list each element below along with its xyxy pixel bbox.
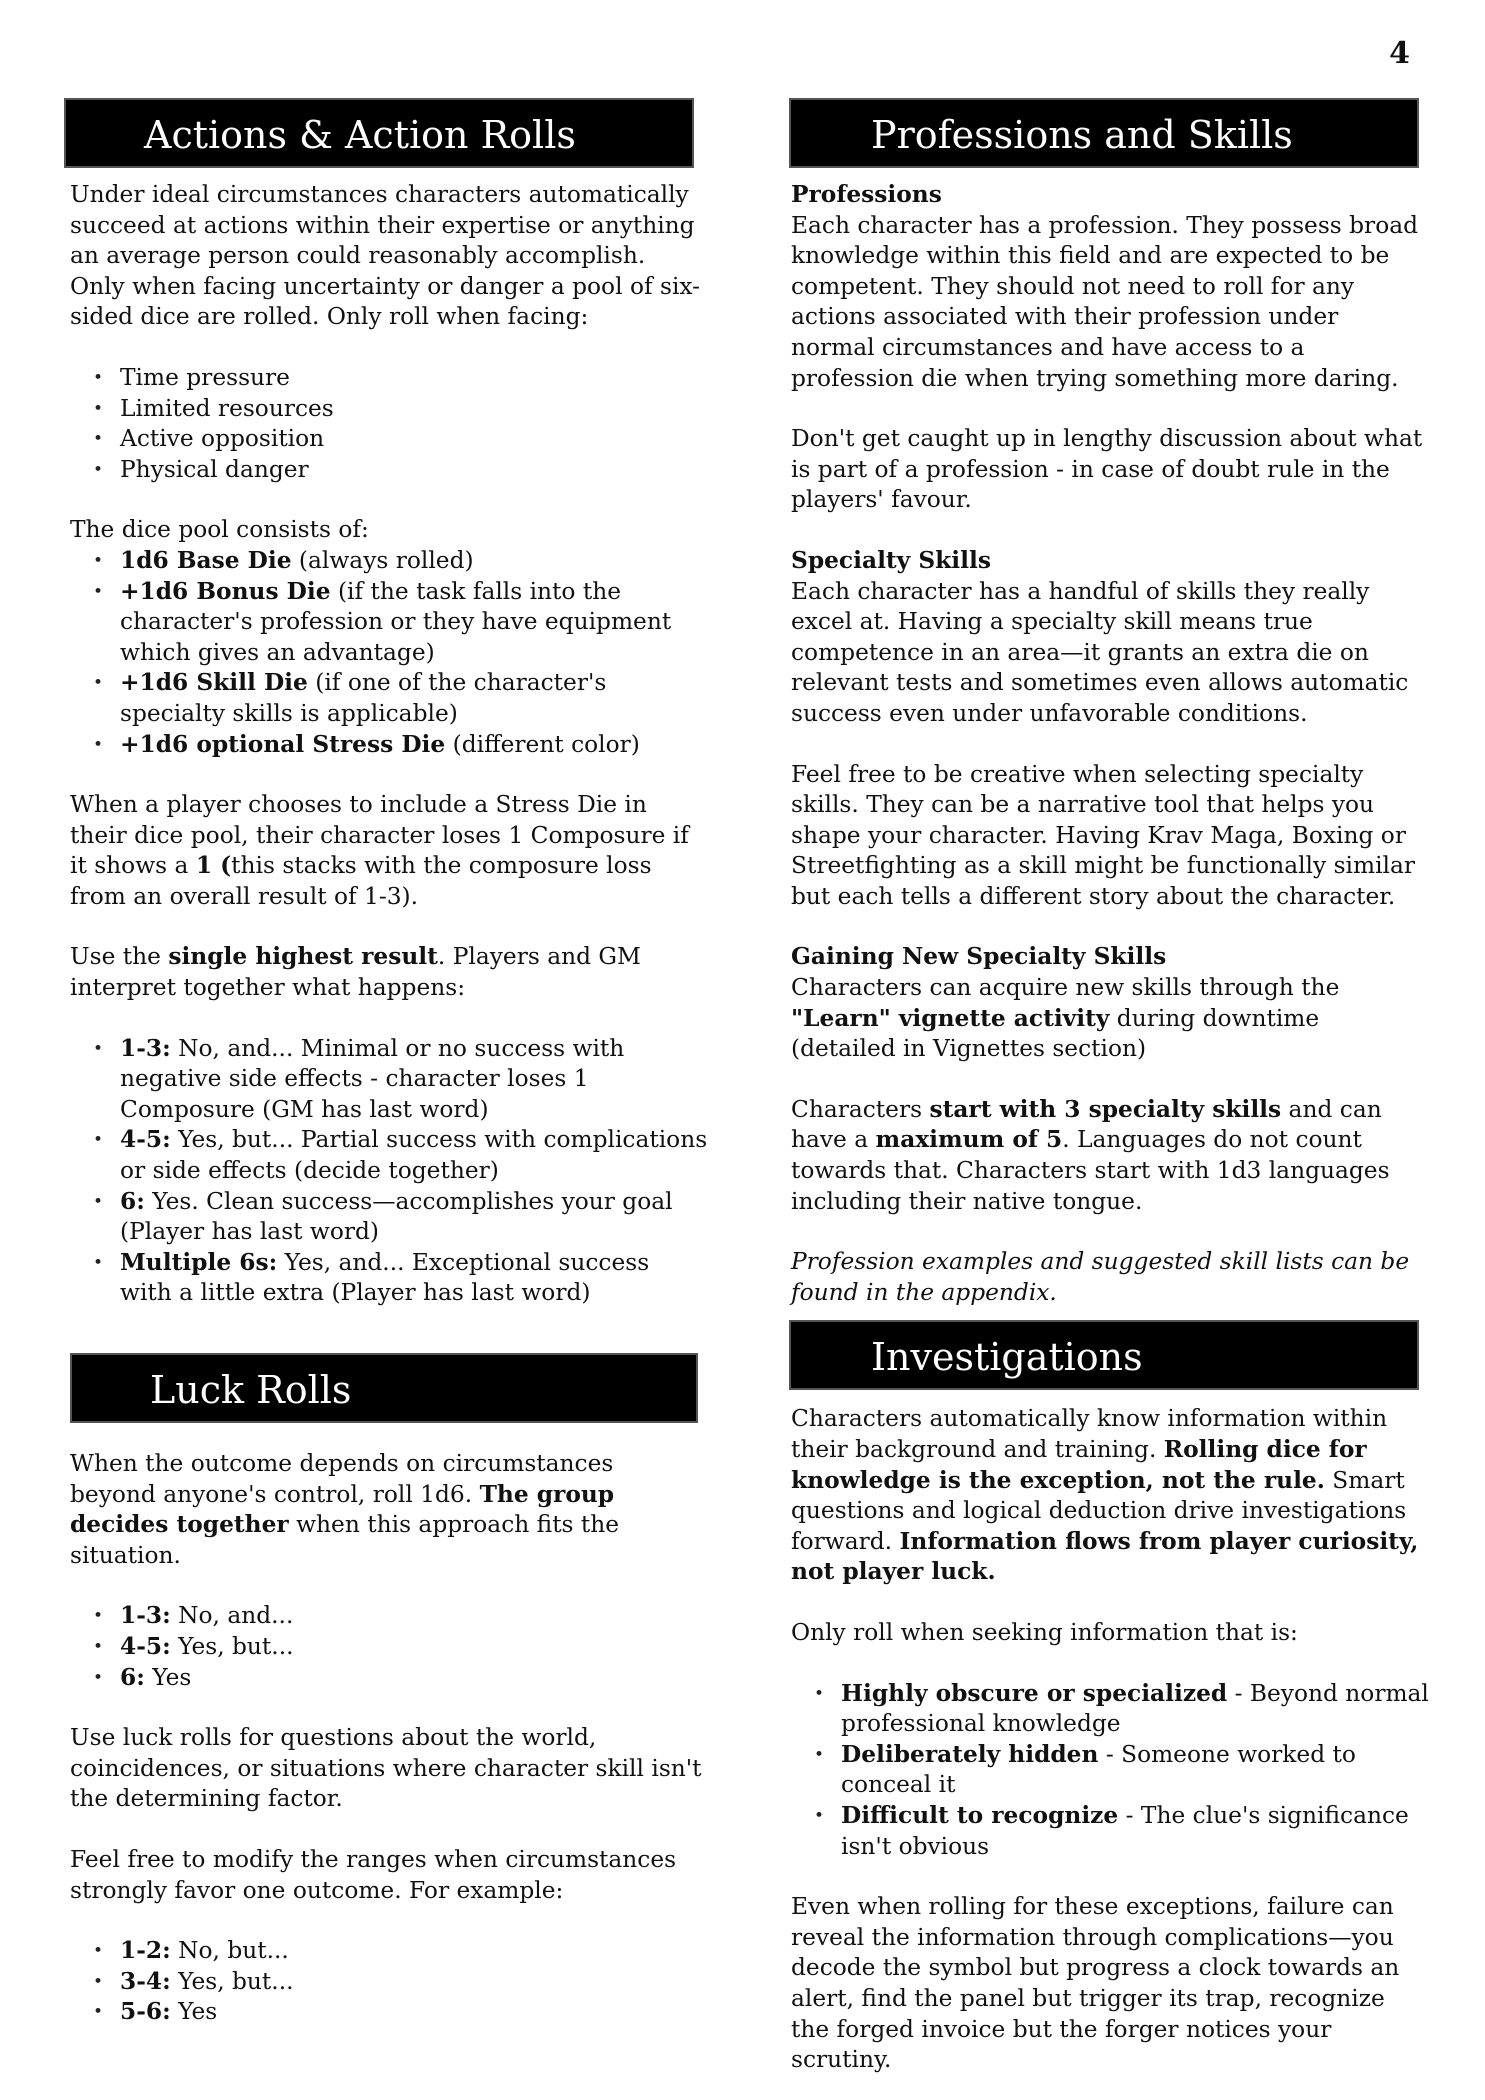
roll-conditions-list bbox=[68, 363, 708, 485]
professions-text: Each character has a profession. They possess broad knowledge within this field and are expected to be competent. They should not need to roll for any actions associated with their profession under normal circumstances and have access to a profession die when trying something more daring. bbox=[791, 211, 1419, 392]
list-item: • Difficult to recognize - The clue's significance isn't obvious bbox=[841, 1801, 1429, 1862]
list-item: • 4-5: Yes, but... Partial success with complications or side effects (decide together) bbox=[120, 1125, 708, 1186]
list-item: • 5-6: Yes bbox=[120, 1997, 708, 2028]
professions-heading: Professions and Skills bbox=[789, 98, 1419, 168]
starting-skills-text: Characters start with 3 specialty skills and can have a maximum of 5. Languages do not count towards that. Characters start with 1d3 languages including their native tongue. bbox=[791, 1095, 1390, 1215]
luck-results-list bbox=[68, 1601, 708, 1693]
left-column bbox=[68, 98, 708, 2028]
list-item: • 6: Yes. Clean success—accomplishes your goal (Player has last word) bbox=[120, 1187, 708, 1248]
professions-doubt: Don't get caught up in lengthy discussion about what is part of a profession - in case of doubt rule in the players' favour. bbox=[791, 425, 1423, 514]
gaining-skills-text: Characters can acquire new skills through the "Learn" vignette activity during downtime (detailed in Vignettes section) bbox=[791, 974, 1340, 1063]
list-item: • 6: Yes bbox=[120, 1663, 708, 1694]
list-item: • Multiple 6s: Yes, and... Exceptional success with a little extra (Player has last word) bbox=[120, 1248, 708, 1309]
list-item: • Limited resources bbox=[120, 394, 708, 425]
investigations-closing: Even when rolling for these exceptions, failure can reveal the information through complications—you decode the symbol but progress a clock towards an alert, find the panel but trigger its trap, recognize the forged invoice but the forger notices your scrutiny. bbox=[791, 1893, 1400, 2074]
investigation-cases-list bbox=[789, 1679, 1429, 1863]
right-column bbox=[789, 98, 1429, 2076]
luck-example-list bbox=[68, 1936, 708, 2028]
stress-die-rule: When a player chooses to include a Stress Die in their dice pool, their character loses 1 Composure if it shows a 1 (this stacks with the composure loss from an overall result of 1-3). bbox=[70, 791, 689, 910]
professions-subheading: Professions bbox=[791, 181, 942, 208]
investigations-intro: Characters automatically know information within their background and training. Rolling dice for knowledge is the exception, not the rule. Smart questions and logical deduction drive investigations forward. Information flows from player curiosity, not player luck. bbox=[791, 1405, 1419, 1586]
luck-modify: Feel free to modify the ranges when circumstances strongly favor one outcome. For example: bbox=[70, 1845, 677, 1904]
luck-usage: Use luck rolls for questions about the world, coincidences, or situations where character skill isn't the determining factor. bbox=[70, 1724, 702, 1813]
dice-pool-intro: The dice pool consists of: bbox=[70, 516, 369, 544]
list-item: • +1d6 optional Stress Die (different color) bbox=[120, 730, 708, 761]
list-item: • Time pressure bbox=[120, 363, 708, 394]
list-item: • +1d6 Skill Die (if one of the character's specialty skills is applicable) bbox=[120, 668, 708, 729]
list-item: • 4-5: Yes, but... bbox=[120, 1632, 708, 1663]
list-item: • Highly obscure or specialized - Beyond normal professional knowledge bbox=[841, 1679, 1429, 1740]
specialty-subheading: Specialty Skills bbox=[791, 546, 991, 574]
list-item: • +1d6 Bonus Die (if the task falls into the character's profession or they have equipment which gives an advantage) bbox=[120, 577, 708, 669]
page-number: 4 bbox=[1389, 36, 1410, 71]
gaining-skills-subheading: Gaining New Specialty Skills bbox=[791, 943, 1167, 971]
appendix-note: Profession examples and suggested skill lists can be found in the appendix. bbox=[791, 1248, 1410, 1306]
only-roll-text: Only roll when seeking information that is: bbox=[791, 1618, 1298, 1646]
highest-result-rule: Use the single highest result. Players and GM interpret together what happens: bbox=[70, 943, 641, 1002]
list-item: • Physical danger bbox=[120, 455, 708, 486]
action-results-list bbox=[68, 1034, 708, 1309]
specialty-text: Each character has a handful of skills they really excel at. Having a specialty skill means true competence in an area—it grants an extra die on relevant tests and sometimes even allows automatic success even under unfavorable conditions. bbox=[791, 577, 1409, 727]
actions-heading: Actions & Action Rolls bbox=[64, 98, 694, 168]
list-item: • 1d6 Base Die (always rolled) bbox=[120, 546, 708, 577]
list-item: • Deliberately hidden - Someone worked to conceal it bbox=[841, 1740, 1429, 1801]
list-item: • 1-3: No, and... Minimal or no success with negative side effects - character loses 1 Composure (GM has last word) bbox=[120, 1034, 708, 1126]
luck-intro: When the outcome depends on circumstances beyond anyone's control, roll 1d6. The group decides together when this approach fits the situation. bbox=[70, 1450, 620, 1569]
dice-pool-list bbox=[68, 546, 708, 760]
list-item: • 1-3: No, and... bbox=[120, 1601, 708, 1632]
luck-heading: Luck Rolls bbox=[70, 1353, 698, 1423]
list-item: • 3-4: Yes, but... bbox=[120, 1967, 708, 1998]
actions-intro: Under ideal circumstances characters automatically succeed at actions within their expertise or anything an average person could reasonably accomplish. Only when facing uncertainty or danger a pool of six-sided dice are rolled. Only roll when facing: bbox=[70, 181, 701, 331]
list-item: • Active opposition bbox=[120, 424, 708, 455]
list-item: • 1-2: No, but... bbox=[120, 1936, 708, 1967]
specialty-creative: Feel free to be creative when selecting specialty skills. They can be a narrative tool that helps you shape your character. Having Krav Maga, Boxing or Streetfighting as a skill might be functionally similar but each tells a different story about the character. bbox=[791, 760, 1415, 910]
investigations-heading: Investigations bbox=[789, 1320, 1419, 1390]
